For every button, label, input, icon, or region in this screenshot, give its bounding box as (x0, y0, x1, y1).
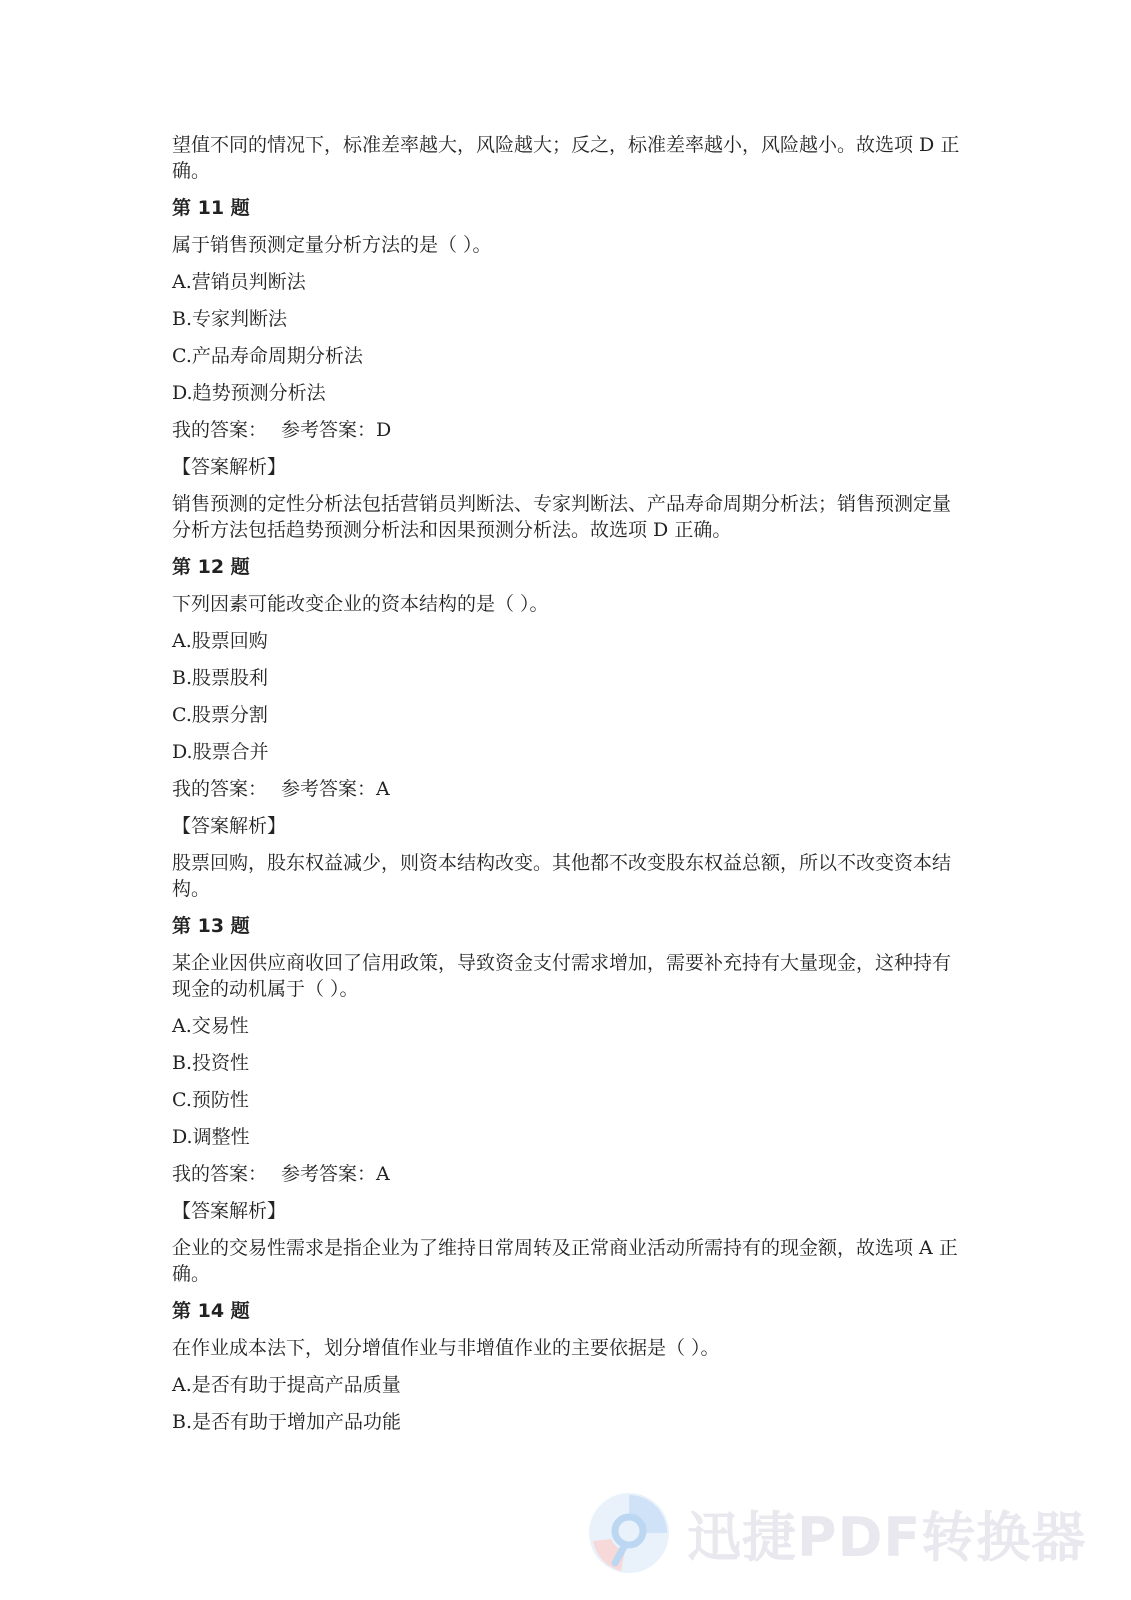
option-a: A.股票回购 (172, 630, 268, 652)
analysis-text: 股票回购，股东权益减少，则资本结构改变。其他都不改变股东权益总额，所以不改变资本结构。 (172, 852, 952, 900)
reference-answer: 参考答案：D (281, 419, 392, 441)
watermark-text: 迅捷PDF转换器 (687, 1505, 1087, 1569)
document-page (172, 132, 962, 1446)
question-stem: 下列因素可能改变企业的资本结构的是（ ）。 (172, 593, 549, 615)
question-heading: 第 14 题 (172, 1300, 250, 1322)
reference-answer: 参考答案：A (281, 1163, 390, 1185)
analysis-label: 【答案解析】 (172, 815, 287, 837)
option-b: B.专家判断法 (172, 308, 288, 330)
analysis-label: 【答案解析】 (172, 456, 287, 478)
my-answer-label: 我的答案： (172, 1163, 268, 1185)
analysis-text: 企业的交易性需求是指企业为了维持日常周转及正常商业活动所需持有的现金额，故选项 A 正确。 (172, 1237, 958, 1285)
answer-line (172, 776, 962, 802)
option-a: A.营销员判断法 (172, 271, 306, 293)
question-stem: 属于销售预测定量分析方法的是（ ）。 (172, 234, 492, 256)
option-a: A.交易性 (172, 1015, 249, 1037)
my-answer-label: 我的答案： (172, 778, 268, 800)
analysis-label: 【答案解析】 (172, 1200, 287, 1222)
option-b: B.股票股利 (172, 667, 269, 689)
answer-line (172, 417, 962, 443)
option-b: B.是否有助于增加产品功能 (172, 1411, 402, 1433)
watermark (585, 1488, 1115, 1578)
question-heading: 第 12 题 (172, 556, 250, 578)
option-d: D.股票合并 (172, 741, 269, 763)
option-c: C.预防性 (172, 1089, 249, 1111)
reference-answer: 参考答案：A (281, 778, 390, 800)
continuation-text: 望值不同的情况下，标准差率越大，风险越大；反之，标准差率越小，风险越小。故选项 D 正确。 (172, 134, 960, 182)
xunjie-logo-icon (585, 1489, 673, 1577)
option-c: C.产品寿命周期分析法 (172, 345, 363, 367)
option-d: D.趋势预测分析法 (172, 382, 326, 404)
option-a: A.是否有助于提高产品质量 (172, 1374, 401, 1396)
analysis-text: 销售预测的定性分析法包括营销员判断法、专家判断法、产品寿命周期分析法；销售预测定量分析方法包括趋势预测分析法和因果预测分析法。故选项 D 正确。 (172, 493, 952, 541)
answer-line (172, 1161, 962, 1187)
option-d: D.调整性 (172, 1126, 250, 1148)
question-stem: 在作业成本法下，划分增值作业与非增值作业的主要依据是（ ）。 (172, 1337, 720, 1359)
question-stem: 某企业因供应商收回了信用政策，导致资金支付需求增加，需要补充持有大量现金，这种持有现金的动机属于（ ）。 (172, 952, 952, 1000)
my-answer-label: 我的答案： (172, 419, 268, 441)
question-heading: 第 11 题 (172, 197, 250, 219)
question-heading: 第 13 题 (172, 915, 250, 937)
option-c: C.股票分割 (172, 704, 268, 726)
option-b: B.投资性 (172, 1052, 250, 1074)
